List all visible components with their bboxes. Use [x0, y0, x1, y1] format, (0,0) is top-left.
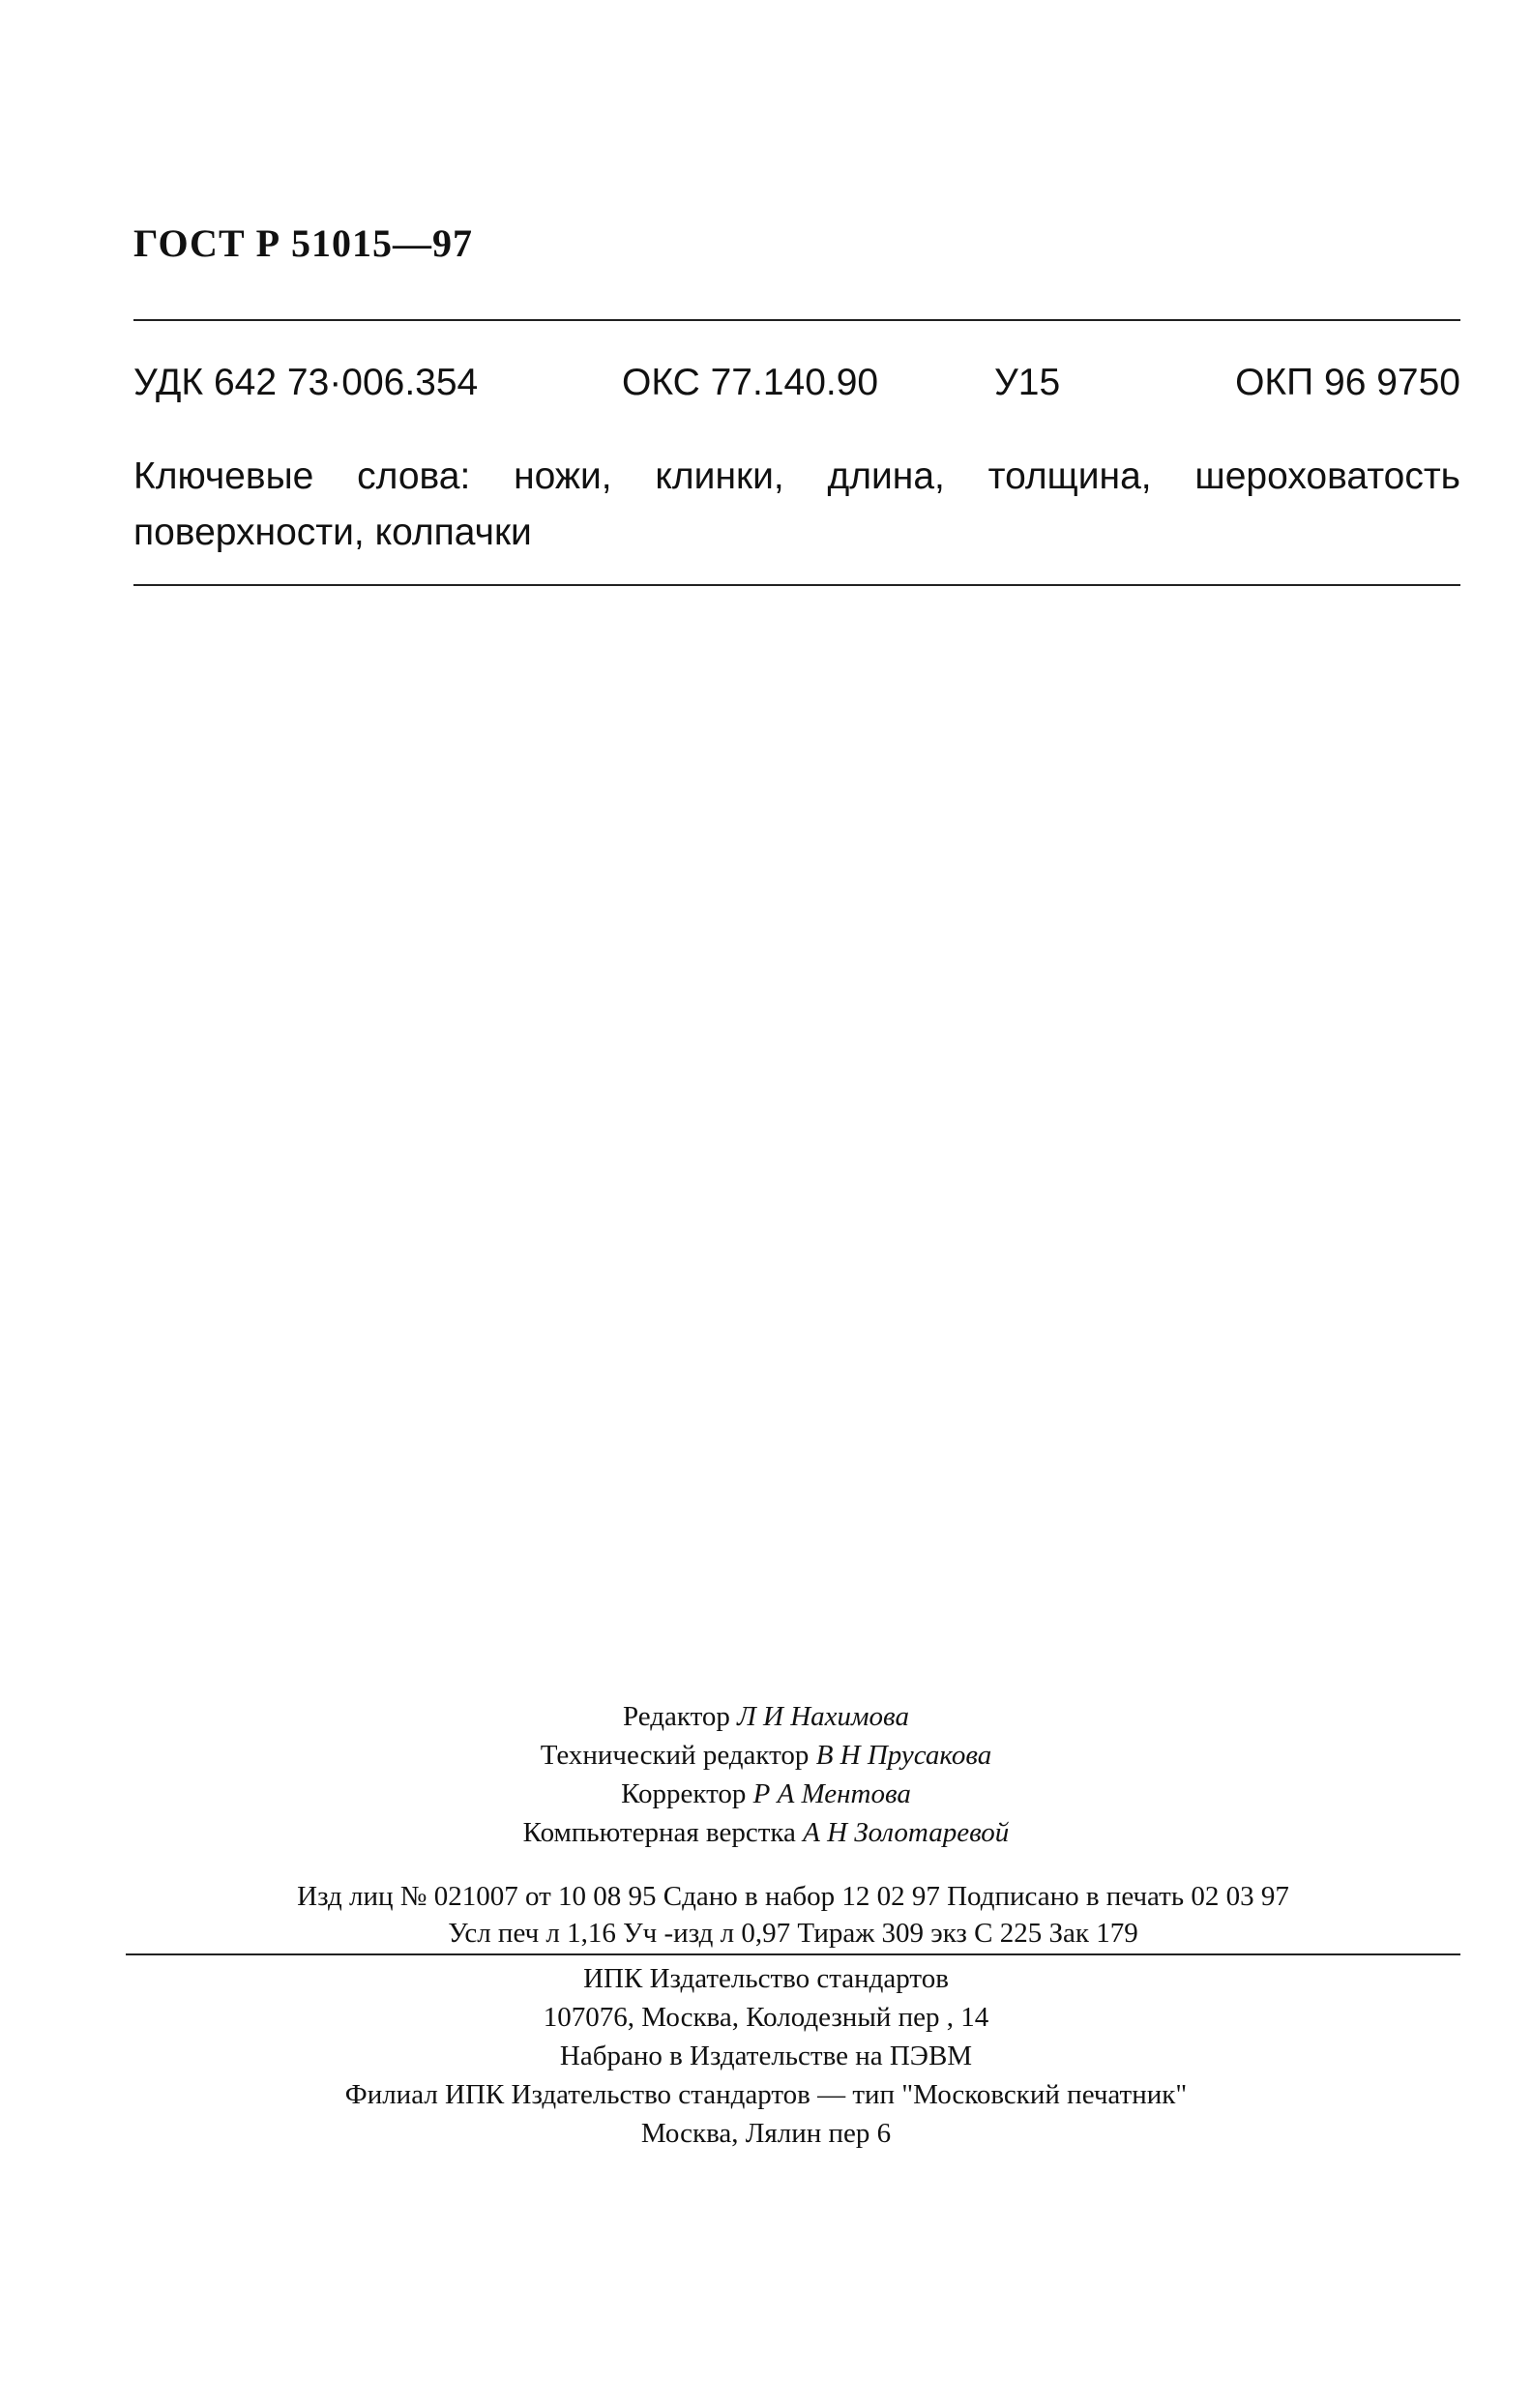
- top-divider: [133, 319, 1460, 321]
- credit-person: Р А Ментова: [752, 1778, 911, 1809]
- credit-technical-editor: [0, 1736, 1532, 1775]
- credit-editor: [0, 1697, 1532, 1736]
- imprint-line-2: Усл печ л 1,16 Уч -изд л 0,97 Тираж 309 экз С 225 Зак 179: [448, 1918, 1138, 1949]
- typeset-note: Набрано в Издательстве на ПЭВМ: [559, 2041, 973, 2071]
- credit-role: Корректор: [621, 1778, 747, 1809]
- classifier-codes: [133, 362, 1460, 420]
- credit-person: В Н Прусакова: [815, 1740, 992, 1771]
- editorial-credits: [0, 1697, 1532, 1852]
- printing-address: Москва, Лялин пер 6: [640, 2118, 892, 2149]
- publisher-info: [0, 1959, 1532, 2153]
- imprint-line-1: Изд лиц № 021007 от 10 08 95 Сдано в набор 12 02 97 Подписано в печать 02 03 97: [297, 1881, 1289, 1912]
- credit-role: Технический редактор: [540, 1740, 810, 1771]
- credit-role: Редактор: [623, 1701, 730, 1732]
- imprint-divider: [126, 1953, 1460, 1955]
- udk-code: УДК 642 73·006.354: [133, 362, 479, 403]
- group-code: У15: [994, 362, 1061, 403]
- keywords-text: Ключевые слова: ножи, клинки, длина, толщина, шероховатость поверхности, колпачки: [133, 455, 1460, 553]
- publisher-address: 107076, Москва, Колодезный пер , 14: [543, 2002, 989, 2033]
- oks-code: ОКС 77.140.90: [622, 362, 879, 403]
- standard-code: ГОСТ Р 51015—97: [133, 221, 474, 265]
- printing-branch: Филиал ИПК Издательство стандартов — тип "Московский печатник": [344, 2079, 1188, 2110]
- credit-proofreader: [0, 1775, 1532, 1813]
- credit-person: Л И Нахимова: [737, 1701, 909, 1732]
- okp-code: ОКП 96 9750: [1235, 362, 1460, 403]
- credit-person: А Н Золотаревой: [803, 1817, 1010, 1848]
- credit-role: Компьютерная верстка: [522, 1817, 796, 1848]
- publisher-name: ИПК Издательство стандартов: [583, 1963, 949, 1994]
- keywords-divider: [133, 584, 1460, 586]
- credit-layout: [0, 1813, 1532, 1852]
